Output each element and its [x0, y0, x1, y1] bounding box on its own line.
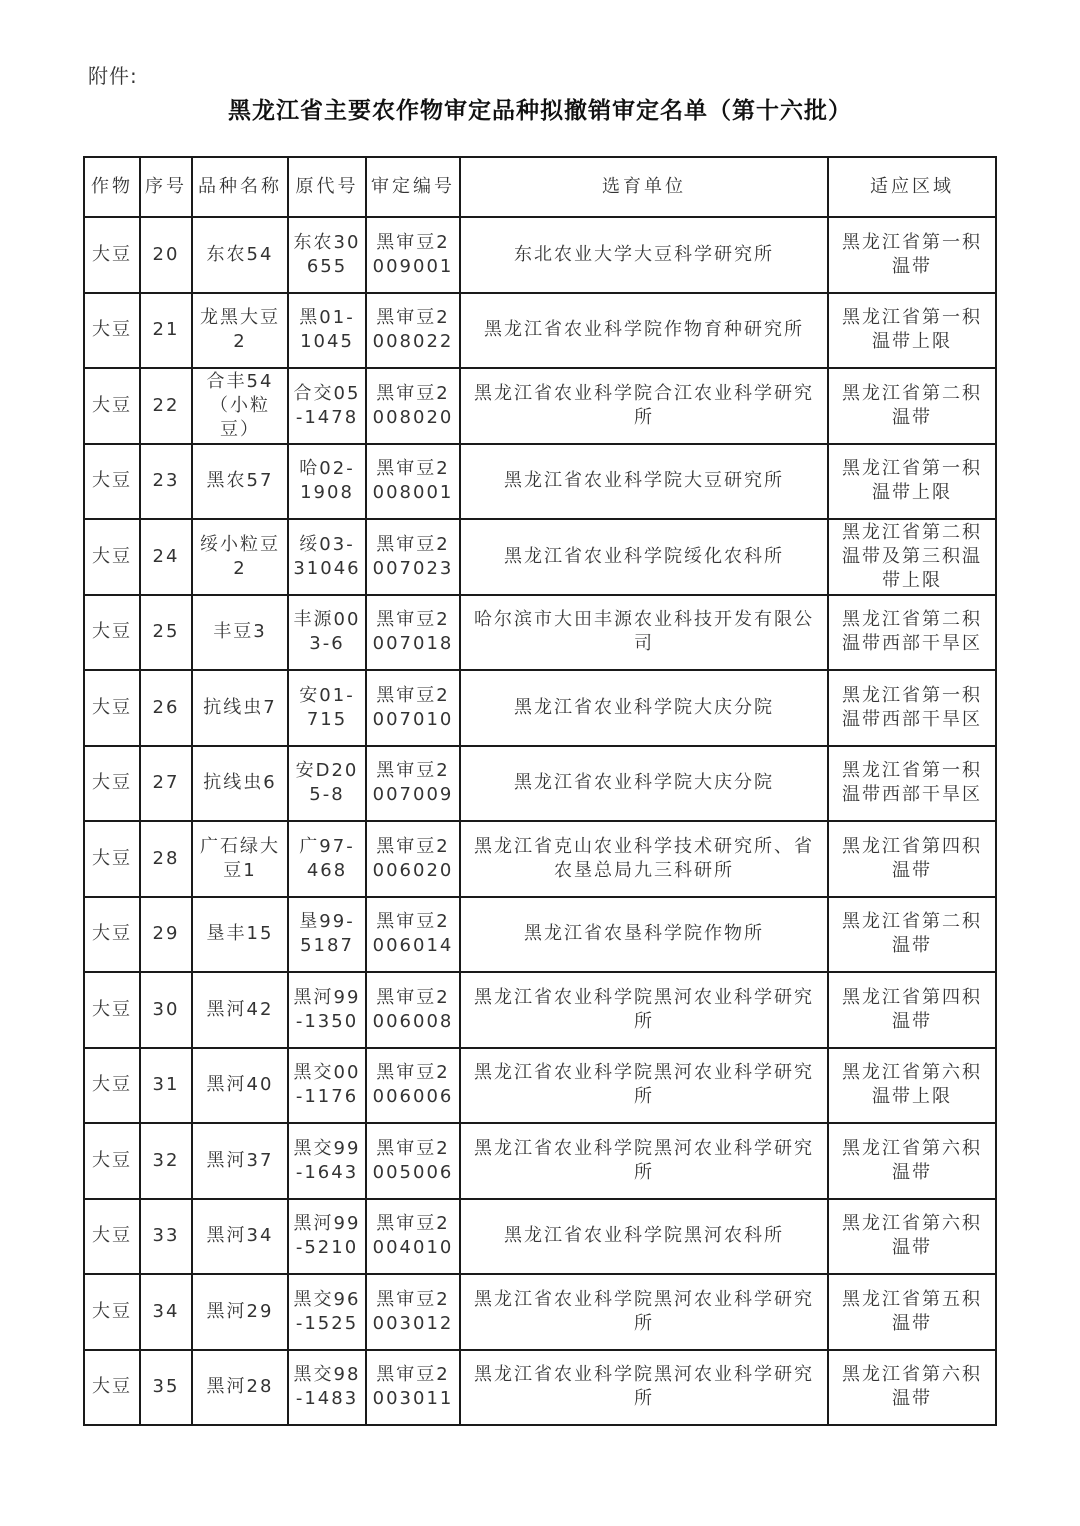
column-header-original-code: 原代号 — [288, 157, 366, 217]
document-title: 黑龙江省主要农作物审定品种拟撤销审定名单（第十六批） — [228, 98, 852, 124]
cell-breeder: 黑龙江省农业科学院黑河农业科学研究所 — [460, 1123, 828, 1199]
table-row — [84, 1274, 996, 1350]
table-row — [84, 217, 996, 293]
cell-original-code: 绥03-31046 — [288, 519, 366, 595]
table-row — [84, 1048, 996, 1124]
cell-crop: 大豆 — [84, 595, 140, 671]
cell-variety: 广石绿大豆1 — [192, 821, 288, 897]
table-row — [84, 519, 996, 595]
cell-region: 黑龙江省第二积温带 — [828, 368, 996, 444]
cell-breeder: 黑龙江省农业科学院大豆研究所 — [460, 444, 828, 520]
cell-approval-number: 黑审豆2007018 — [366, 595, 460, 671]
cell-variety: 黑河42 — [192, 972, 288, 1048]
cell-region: 黑龙江省第六积温带 — [828, 1123, 996, 1199]
cell-original-code: 黑河99-1350 — [288, 972, 366, 1048]
cell-crop: 大豆 — [84, 746, 140, 822]
cell-breeder: 黑龙江省农业科学院合江农业科学研究所 — [460, 368, 828, 444]
cell-approval-number: 黑审豆2006008 — [366, 972, 460, 1048]
cell-variety: 东农54 — [192, 217, 288, 293]
cell-original-code: 广97-468 — [288, 821, 366, 897]
cell-original-code: 安01-715 — [288, 670, 366, 746]
cell-variety: 黑河37 — [192, 1123, 288, 1199]
column-header-region: 适应区域 — [828, 157, 996, 217]
cell-number: 23 — [140, 444, 192, 520]
column-header-number: 序号 — [140, 157, 192, 217]
cell-breeder: 黑龙江省农业科学院黑河农业科学研究所 — [460, 972, 828, 1048]
cell-crop: 大豆 — [84, 1199, 140, 1275]
table-row — [84, 293, 996, 369]
table-row — [84, 368, 996, 444]
cell-number: 34 — [140, 1274, 192, 1350]
cell-region: 黑龙江省第一积温带 — [828, 217, 996, 293]
table-body — [84, 217, 996, 1425]
cell-region: 黑龙江省第一积温带上限 — [828, 444, 996, 520]
cell-region: 黑龙江省第二积温带及第三积温带上限 — [828, 519, 996, 595]
cell-variety: 黑河29 — [192, 1274, 288, 1350]
cell-variety: 黑农57 — [192, 444, 288, 520]
cell-approval-number: 黑审豆2004010 — [366, 1199, 460, 1275]
cell-crop: 大豆 — [84, 293, 140, 369]
cell-crop: 大豆 — [84, 897, 140, 973]
cell-breeder: 黑龙江省农业科学院绥化农科所 — [460, 519, 828, 595]
table-row — [84, 670, 996, 746]
cell-breeder: 黑龙江省农业科学院大庆分院 — [460, 670, 828, 746]
cell-original-code: 丰源003-6 — [288, 595, 366, 671]
cell-crop: 大豆 — [84, 519, 140, 595]
attachment-label: 附件: — [88, 64, 138, 88]
cell-original-code: 黑交98-1483 — [288, 1350, 366, 1426]
cell-approval-number: 黑审豆2008022 — [366, 293, 460, 369]
cell-region: 黑龙江省第六积温带 — [828, 1199, 996, 1275]
cell-breeder: 东北农业大学大豆科学研究所 — [460, 217, 828, 293]
cell-breeder: 黑龙江省农业科学院大庆分院 — [460, 746, 828, 822]
variety-revocation-table — [83, 156, 997, 1426]
table-row — [84, 972, 996, 1048]
cell-number: 22 — [140, 368, 192, 444]
cell-breeder: 哈尔滨市大田丰源农业科技开发有限公司 — [460, 595, 828, 671]
cell-breeder: 黑龙江省农垦科学院作物所 — [460, 897, 828, 973]
cell-region: 黑龙江省第二积温带 — [828, 897, 996, 973]
cell-approval-number: 黑审豆2006014 — [366, 897, 460, 973]
cell-breeder: 黑龙江省农业科学院作物育种研究所 — [460, 293, 828, 369]
cell-crop: 大豆 — [84, 368, 140, 444]
cell-crop: 大豆 — [84, 821, 140, 897]
column-header-breeder: 选育单位 — [460, 157, 828, 217]
cell-variety: 抗线虫6 — [192, 746, 288, 822]
cell-original-code: 合交05-1478 — [288, 368, 366, 444]
cell-original-code: 黑河99-5210 — [288, 1199, 366, 1275]
table-row — [84, 595, 996, 671]
cell-original-code: 黑交96-1525 — [288, 1274, 366, 1350]
cell-region: 黑龙江省第一积温带西部干旱区 — [828, 670, 996, 746]
cell-variety: 抗线虫7 — [192, 670, 288, 746]
cell-crop: 大豆 — [84, 217, 140, 293]
cell-approval-number: 黑审豆2003012 — [366, 1274, 460, 1350]
cell-approval-number: 黑审豆2006020 — [366, 821, 460, 897]
cell-original-code: 黑01-1045 — [288, 293, 366, 369]
cell-region: 黑龙江省第六积温带 — [828, 1350, 996, 1426]
cell-number: 29 — [140, 897, 192, 973]
cell-region: 黑龙江省第四积温带 — [828, 972, 996, 1048]
table-header-row — [84, 157, 996, 217]
cell-number: 27 — [140, 746, 192, 822]
cell-original-code: 黑交00-1176 — [288, 1048, 366, 1124]
cell-region: 黑龙江省第四积温带 — [828, 821, 996, 897]
cell-number: 31 — [140, 1048, 192, 1124]
cell-region: 黑龙江省第六积温带上限 — [828, 1048, 996, 1124]
cell-crop: 大豆 — [84, 1048, 140, 1124]
cell-variety: 龙黑大豆2 — [192, 293, 288, 369]
cell-number: 20 — [140, 217, 192, 293]
cell-region: 黑龙江省第五积温带 — [828, 1274, 996, 1350]
cell-approval-number: 黑审豆2005006 — [366, 1123, 460, 1199]
cell-approval-number: 黑审豆2008020 — [366, 368, 460, 444]
cell-approval-number: 黑审豆2008001 — [366, 444, 460, 520]
cell-approval-number: 黑审豆2009001 — [366, 217, 460, 293]
cell-approval-number: 黑审豆2003011 — [366, 1350, 460, 1426]
cell-original-code: 安D205-8 — [288, 746, 366, 822]
cell-breeder: 黑龙江省农业科学院黑河农业科学研究所 — [460, 1048, 828, 1124]
cell-number: 35 — [140, 1350, 192, 1426]
cell-variety: 丰豆3 — [192, 595, 288, 671]
cell-variety: 黑河28 — [192, 1350, 288, 1426]
cell-number: 21 — [140, 293, 192, 369]
table-row — [84, 746, 996, 822]
cell-number: 30 — [140, 972, 192, 1048]
cell-region: 黑龙江省第一积温带上限 — [828, 293, 996, 369]
cell-number: 26 — [140, 670, 192, 746]
cell-approval-number: 黑审豆2007010 — [366, 670, 460, 746]
table-row — [84, 1350, 996, 1426]
cell-original-code: 黑交99-1643 — [288, 1123, 366, 1199]
cell-variety: 合丰54（小粒豆） — [192, 368, 288, 444]
column-header-crop: 作物 — [84, 157, 140, 217]
cell-number: 32 — [140, 1123, 192, 1199]
table-row — [84, 1123, 996, 1199]
column-header-variety: 品种名称 — [192, 157, 288, 217]
cell-crop: 大豆 — [84, 1123, 140, 1199]
cell-approval-number: 黑审豆2006006 — [366, 1048, 460, 1124]
cell-breeder: 黑龙江省克山农业科学技术研究所、省农垦总局九三科研所 — [460, 821, 828, 897]
cell-number: 25 — [140, 595, 192, 671]
cell-breeder: 黑龙江省农业科学院黑河农业科学研究所 — [460, 1350, 828, 1426]
cell-breeder: 黑龙江省农业科学院黑河农科所 — [460, 1199, 828, 1275]
cell-number: 33 — [140, 1199, 192, 1275]
cell-variety: 黑河34 — [192, 1199, 288, 1275]
column-header-approval-number: 审定编号 — [366, 157, 460, 217]
table-row — [84, 444, 996, 520]
cell-region: 黑龙江省第二积温带西部干旱区 — [828, 595, 996, 671]
cell-variety: 黑河40 — [192, 1048, 288, 1124]
cell-crop: 大豆 — [84, 1350, 140, 1426]
cell-original-code: 垦99-5187 — [288, 897, 366, 973]
cell-region: 黑龙江省第一积温带西部干旱区 — [828, 746, 996, 822]
cell-variety: 垦丰15 — [192, 897, 288, 973]
cell-approval-number: 黑审豆2007023 — [366, 519, 460, 595]
cell-breeder: 黑龙江省农业科学院黑河农业科学研究所 — [460, 1274, 828, 1350]
cell-number: 28 — [140, 821, 192, 897]
cell-variety: 绥小粒豆2 — [192, 519, 288, 595]
cell-original-code: 哈02-1908 — [288, 444, 366, 520]
cell-approval-number: 黑审豆2007009 — [366, 746, 460, 822]
cell-crop: 大豆 — [84, 670, 140, 746]
cell-crop: 大豆 — [84, 444, 140, 520]
table-row — [84, 897, 996, 973]
table-row — [84, 821, 996, 897]
cell-crop: 大豆 — [84, 972, 140, 1048]
cell-original-code: 东农30655 — [288, 217, 366, 293]
table-row — [84, 1199, 996, 1275]
cell-number: 24 — [140, 519, 192, 595]
cell-crop: 大豆 — [84, 1274, 140, 1350]
